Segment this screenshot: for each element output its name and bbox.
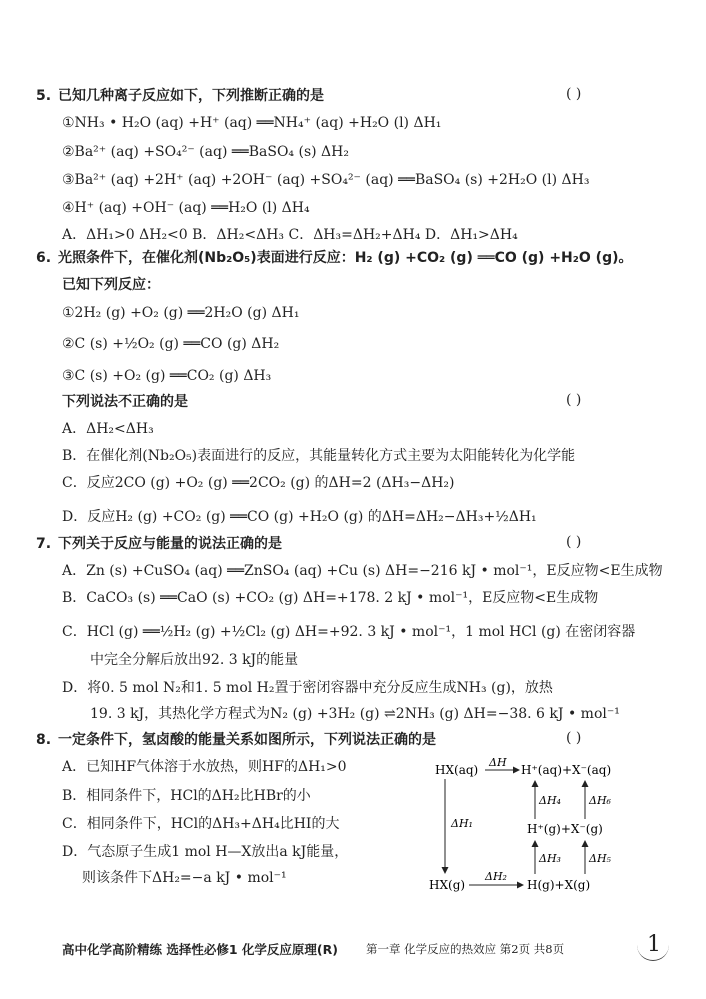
dh2-label: ΔH₂ — [485, 870, 507, 883]
q7-answer-paren: ( ) — [566, 534, 582, 550]
q7-option-a: A．Zn (s) +CuSO₄ (aq) ══ZnSO₄ (aq) +Cu (s) ΔH=−216 kJ • mol⁻¹，E反应物<E生成物 — [62, 563, 663, 579]
q7-option-b: B．CaCO₃ (s) ══CaO (s) +CO₂ (g) ΔH=+178. 2 kJ • mol⁻¹，E反应物<E生成物 — [62, 590, 599, 606]
q8-option-d-line2: 则该条件下ΔH₂=−a kJ • mol⁻¹ — [82, 870, 287, 886]
q5-answer-paren: ( ) — [566, 86, 582, 102]
hx-g-label: HX(g) — [429, 878, 466, 892]
dh6-label: ΔH₆ — [589, 794, 611, 807]
q6-option-b: B．在催化剂(Nb₂O₅)表面进行的反应，其能量转化方式主要为太阳能转化为化学能 — [62, 448, 576, 464]
q6-option-a: A．ΔH₂<ΔH₃ — [62, 421, 154, 437]
energy-diagram — [425, 755, 625, 895]
q7-option-c-line1: C．HCl (g) ══½H₂ (g) +½Cl₂ (g) ΔH=+92. 3 kJ • mol⁻¹，1 mol HCl (g) 在密闭容器 — [62, 624, 636, 640]
q5-reaction-4: ④H⁺ (aq) +OH⁻ (aq) ══H₂O (l) ΔH₄ — [62, 200, 310, 216]
q6-stem: 光照条件下，在催化剂(Nb₂O₅)表面进行反应：H₂ (g) +CO₂ (g) ══CO (g) +H₂O (g)。 — [58, 250, 633, 266]
q5-reaction-1: ①NH₃ • H₂O (aq) +H⁺ (aq) ══NH₄⁺ (aq) +H₂O (l) ΔH₁ — [62, 115, 442, 131]
q7-stem: 下列关于反应与能量的说法正确的是 — [58, 536, 282, 552]
q7-number: 7. — [36, 536, 52, 552]
q8-option-a: A．已知HF气体溶于水放热，则HF的ΔH₁>0 — [62, 759, 347, 775]
q5-header — [36, 86, 324, 106]
energy-diagram-svg — [425, 755, 625, 895]
q6-reaction-3: ③C (s) +O₂ (g) ══CO₂ (g) ΔH₃ — [62, 368, 272, 384]
footer-book-title: 高中化学高阶精练 选择性必修1 化学反应原理(R) — [62, 942, 338, 957]
q8-stem: 一定条件下，氢卤酸的能量关系如图所示，下列说法正确的是 — [58, 732, 436, 748]
q6-subquestion: 下列说法不正确的是 — [62, 394, 188, 410]
q7-option-d-line1: D．将0. 5 mol N₂和1. 5 mol H₂置于密闭容器中充分反应生成NH₃ (g)，放热 — [62, 680, 553, 696]
q5-stem: 已知几种离子反应如下，下列推断正确的是 — [58, 88, 324, 104]
q8-option-c: C．相同条件下，HCl的ΔH₃+ΔH₄比HI的大 — [62, 816, 340, 832]
q6-known-label: 已知下列反应： — [62, 277, 160, 293]
q6-option-c: C．反应2CO (g) +O₂ (g) ══2CO₂ (g) 的ΔH=2 (ΔH₃−ΔH₂) — [62, 475, 455, 491]
q8-answer-paren: ( ) — [566, 730, 582, 746]
dh4-label: ΔH₄ — [539, 794, 561, 807]
q5-reaction-3: ③Ba²⁺ (aq) +2H⁺ (aq) +2OH⁻ (aq) +SO₄²⁻ (aq) ══BaSO₄ (s) +2H₂O (l) ΔH₃ — [62, 172, 590, 188]
q6-reaction-1: ①2H₂ (g) +O₂ (g) ══2H₂O (g) ΔH₁ — [62, 305, 300, 321]
ions-g-label: H⁺(g)+X⁻(g) — [527, 822, 603, 836]
q5-number: 5. — [36, 88, 52, 104]
q7-option-c-line2: 中完全分解后放出92. 3 kJ的能量 — [90, 652, 299, 668]
ions-aq-label: H⁺(aq)+X⁻(aq) — [521, 763, 612, 777]
page-number: 1 — [647, 932, 661, 957]
q5-reaction-2: ②Ba²⁺ (aq) +SO₄²⁻ (aq) ══BaSO₄ (s) ΔH₂ — [62, 144, 349, 160]
dh5-label: ΔH₅ — [589, 852, 611, 865]
footer-chapter-info: 第一章 化学反应的热效应 第2页 共8页 — [366, 942, 565, 956]
dh1-label: ΔH₁ — [451, 817, 473, 830]
q6-answer-paren: ( ) — [566, 392, 582, 408]
hx-aq-label: HX(aq) — [435, 763, 479, 777]
q8-header — [36, 730, 436, 750]
q6-header — [36, 248, 633, 268]
q6-option-d: D．反应H₂ (g) +CO₂ (g) ══CO (g) +H₂O (g) 的ΔH=ΔH₂−ΔH₃+½ΔH₁ — [62, 509, 537, 525]
q8-number: 8. — [36, 732, 52, 748]
q8-option-d-line1: D．气态原子生成1 mol H—X放出a kJ能量， — [62, 844, 349, 860]
q7-option-d-line2: 19. 3 kJ，其热化学方程式为N₂ (g) +3H₂ (g) ⇌2NH₃ (g) ΔH=−38. 6 kJ • mol⁻¹ — [90, 706, 620, 722]
atoms-g-label: H(g)+X(g) — [527, 878, 591, 892]
q6-number: 6. — [36, 250, 52, 266]
dh-top-label: ΔH — [489, 756, 507, 769]
q6-reaction-2: ②C (s) +½O₂ (g) ══CO (g) ΔH₂ — [62, 336, 280, 352]
q5-options: A．ΔH₁>0 ΔH₂<0 B．ΔH₂<ΔH₃ C．ΔH₃=ΔH₂+ΔH₄ D．ΔH₁>ΔH₄ — [62, 227, 518, 243]
q7-header — [36, 534, 282, 554]
dh3-label: ΔH₃ — [539, 852, 561, 865]
page-footer — [0, 940, 706, 964]
q8-option-b: B．相同条件下，HCl的ΔH₂比HBr的小 — [62, 788, 311, 804]
